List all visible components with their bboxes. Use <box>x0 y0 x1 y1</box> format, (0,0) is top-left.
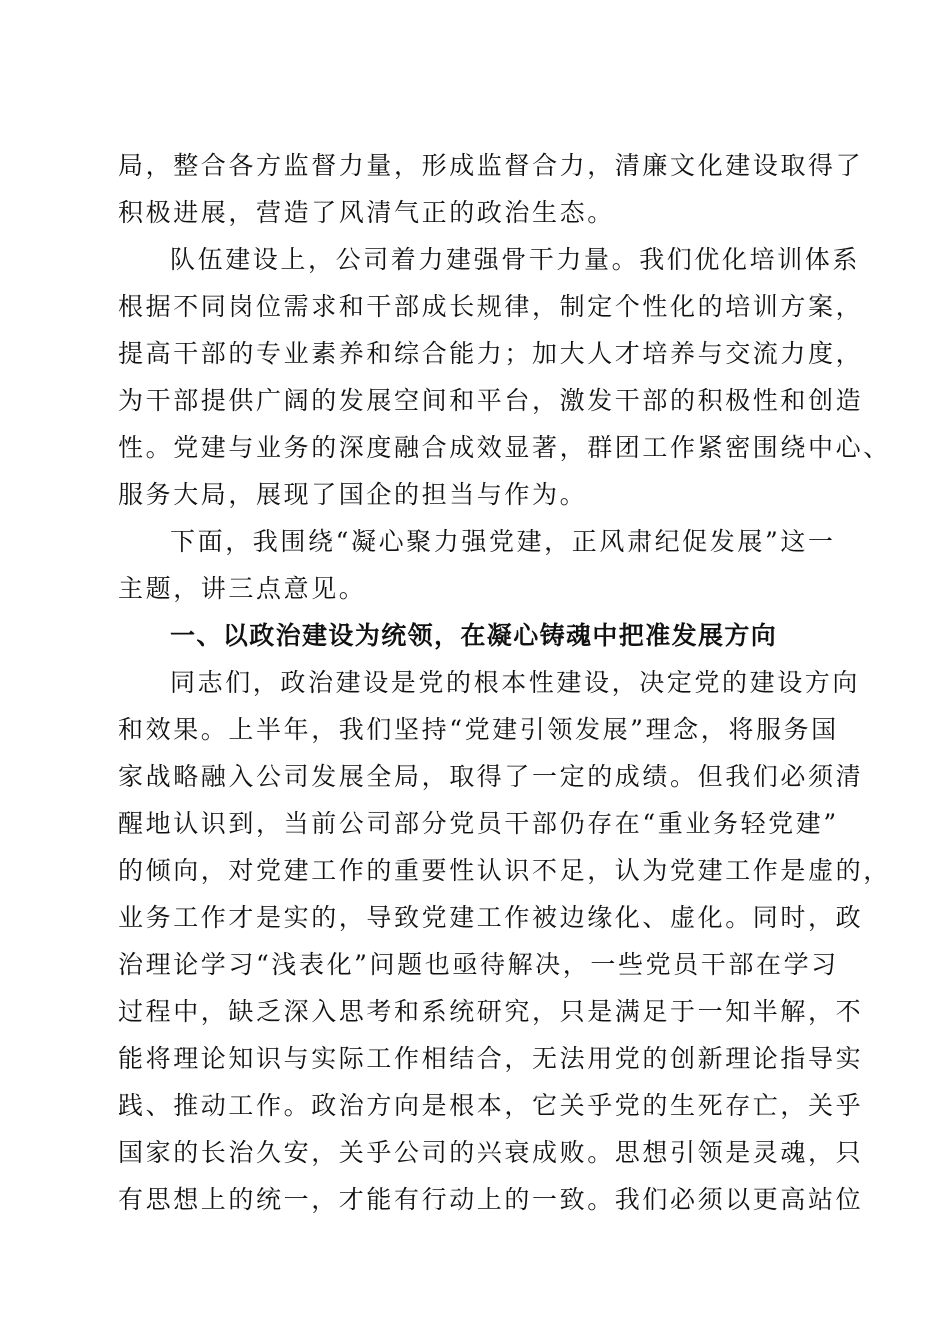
paragraph-line: 能将理论知识与实际工作相结合，无法用党的创新理论指导实 <box>118 1044 864 1073</box>
paragraph-line: 醒地认识到，当前公司部分党员干部仍存在“重业务轻党建” <box>118 809 839 838</box>
paragraph-line: 业务工作才是实的，导致党建工作被边缘化、虚化。同时，政 <box>118 903 864 932</box>
paragraph-line: 提高干部的专业素养和综合能力；加大人才培养与交流力度， <box>118 339 864 368</box>
paragraph-line: 性。党建与业务的深度融合成效显著，群团工作紧密围绕中心、 <box>118 433 891 462</box>
paragraph-line: 和效果。上半年，我们坚持“党建引领发展”理念，将服务国 <box>118 715 839 744</box>
paragraph-line: 的倾向，对党建工作的重要性认识不足，认为党建工作是虚的， <box>118 856 891 885</box>
paragraph-line: 下面，我围绕“凝心聚力强党建，正风肃纪促发展”这一 <box>170 527 836 556</box>
paragraph-line: 队伍建设上，公司着力建强骨干力量。我们优化培训体系 <box>170 245 861 274</box>
document-body <box>118 142 891 1223</box>
paragraph-line: 局，整合各方监督力量，形成监督合力，清廉文化建设取得了 <box>118 151 864 180</box>
paragraph-line: 国家的长治久安，关乎公司的兴衰成败。思想引领是灵魂，只 <box>118 1138 864 1167</box>
paragraph-line: 同志们，政治建设是党的根本性建设，决定党的建设方向 <box>170 668 861 697</box>
paragraph-line: 为干部提供广阔的发展空间和平台，激发干部的积极性和创造 <box>118 386 864 415</box>
paragraph-line: 积极进展，营造了风清气正的政治生态。 <box>118 198 615 227</box>
paragraph-line: 过程中，缺乏深入思考和系统研究，只是满足于一知半解，不 <box>118 997 864 1026</box>
paragraph-line: 有思想上的统一，才能有行动上的一致。我们必须以更高站位 <box>118 1185 864 1214</box>
section-heading: 一、以政治建设为统领，在凝心铸魂中把准发展方向 <box>170 621 778 650</box>
paragraph-line: 主题，讲三点意见。 <box>118 574 367 603</box>
paragraph-line: 根据不同岗位需求和干部成长规律，制定个性化的培训方案， <box>118 292 864 321</box>
paragraph-line: 家战略融入公司发展全局，取得了一定的成绩。但我们必须清 <box>118 762 864 791</box>
paragraph-line: 践、推动工作。政治方向是根本，它关乎党的生死存亡，关乎 <box>118 1091 864 1120</box>
paragraph-line: 治理论学习“浅表化”问题也亟待解决，一些党员干部在学习 <box>118 950 839 979</box>
paragraph-line: 服务大局，展现了国企的担当与作为。 <box>118 480 588 509</box>
